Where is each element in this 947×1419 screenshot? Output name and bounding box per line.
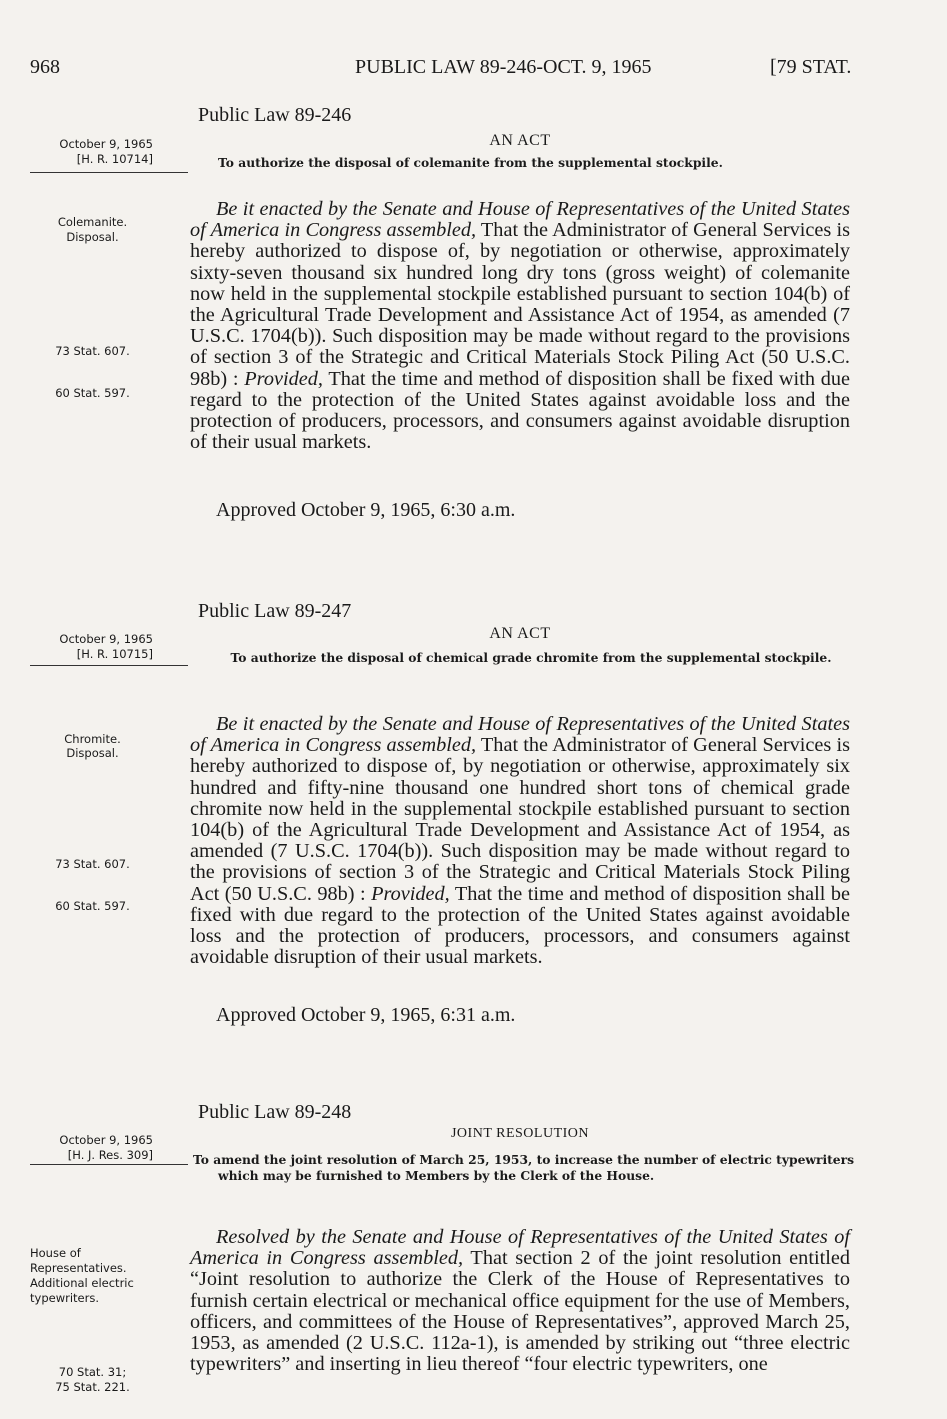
body-text: That section 2 of the joint resolution entitled “Joint resolution to authorize the Clerk of the House of Representatives to furnish certain electrical or mechanical office equipment for the use of Members, officers, and committees of the House of Representatives”, approved March 25, 1953, as amended (2 U.S.C. 112a-1), is amended by striking out “three electric typewriters” and inserting in lieu thereof “four electric typewriters, one: [190, 1247, 850, 1376]
law-label: Public Law 89-248: [198, 1101, 352, 1123]
side-note-subject: Disposal.: [66, 230, 119, 244]
running-header: [0, 56, 947, 86]
law-date: October 9, 1965: [59, 1133, 153, 1147]
bill-number: [H. R. 10715]: [76, 647, 153, 661]
law-label: Public Law 89-246: [198, 104, 352, 126]
law-date: October 9, 1965: [59, 137, 153, 151]
bill-number: [H. J. Res. 309]: [67, 1148, 153, 1162]
body-text: That the Administrator of General Services is hereby authorized to dispose of, by negotiation or otherwise, approximately six hundred and fifty-nine thousand one hundred short tons of chemical grade chromite now held in the supplemental stockpile established pursuant to section 104(b) of the Agricultural Trade Development and Assistance Act of 1954, as amended (7 U.S.C. 1704(b)). Such disposition may be made without regard to the provisions of section 3 of the Strategic and Critical Materials Stock Piling Act (50 U.S.C. 98b) :: [190, 734, 850, 905]
resolution-body: [190, 1227, 850, 1375]
page-number: 968: [30, 56, 60, 78]
act-heading: AN ACT: [489, 132, 551, 149]
law-label: Public Law 89-247: [198, 600, 352, 622]
side-note-citation: 75 Stat. 221.: [55, 1380, 130, 1394]
act-body: [190, 199, 850, 453]
side-note-subject: Additional electric typewriters.: [30, 1276, 134, 1305]
side-note-citation: 73 Stat. 607.: [55, 857, 130, 871]
volume-reference: [79 STAT.: [770, 56, 852, 78]
side-note-citation: 60 Stat. 597.: [55, 386, 130, 400]
bill-number: [H. R. 10714]: [76, 152, 153, 166]
margin-rule: [30, 172, 188, 173]
side-note-citation: 60 Stat. 597.: [55, 899, 130, 913]
body-text: That the Administrator of General Services is hereby authorized to dispose of, by negotiation or otherwise, approximately sixty-seven thousand six hundred long dry tons (gross weight) of colemanite now held in the supplemental stockpile established pursuant to section 104(b) of the Agricultural Trade Development and Assistance Act of 1954, as amended (7 U.S.C. 1704(b)). Such disposition may be made without regard to the provisions of section 3 of the Strategic and Critical Materials Stock Piling Act (50 U.S.C. 98b) :: [190, 219, 850, 390]
body-text: That the time and method of disposition shall be fixed with due regard to the protection of the United States against avoidable loss and the protection of producers, processors, and consumers against avoidable disruption of their usual markets.: [190, 882, 850, 969]
enacting-clause: Be it enacted by the Senate and House of Representatives of the United States of America in Congress assembled,: [190, 713, 850, 757]
proviso: Provided,: [371, 882, 450, 905]
proviso: Provided,: [244, 367, 323, 390]
side-note-subject: Chromite.: [64, 732, 121, 746]
act-heading: AN ACT: [489, 625, 551, 642]
approval-line: Approved October 9, 1965, 6:30 a.m.: [216, 499, 516, 521]
act-body: [190, 714, 850, 968]
side-note-citation: 73 Stat. 607.: [55, 344, 130, 358]
resolution-heading: JOINT RESOLUTION: [450, 1126, 589, 1141]
side-note-subject: Colemanite.: [57, 215, 128, 229]
act-purpose: To authorize the disposal of chemical grade chromite from the supplemental stockpile.: [230, 650, 832, 665]
body-text: That the time and method of disposition shall be fixed with due regard to the protection of the United States against avoidable loss and the protection of producers, processors, and consumers against avoidable disruption of their usual markets.: [190, 367, 850, 454]
law-date: October 9, 1965: [59, 632, 153, 646]
approval-line: Approved October 9, 1965, 6:31 a.m.: [216, 1004, 516, 1026]
enacting-clause: Be it enacted by the Senate and House of Representatives of the United States of America in Congress assembled,: [190, 198, 850, 242]
side-note-subject: House of Representatives.: [30, 1246, 127, 1275]
resolution-purpose: To amend the joint resolution of March 25, 1953, to increase the number of electric typewriters which may be furnished to Members by the Clerk of the House.: [193, 1152, 855, 1183]
resolving-clause: Resolved by the Senate and House of Representatives of the United States of America in Congress assembled,: [190, 1226, 850, 1270]
margin-rule: [30, 665, 188, 666]
margin-rule: [30, 1164, 188, 1165]
act-purpose: To authorize the disposal of colemanite from the supplemental stockpile.: [218, 155, 723, 170]
running-title: PUBLIC LAW 89-246-OCT. 9, 1965: [355, 56, 652, 78]
side-note-subject: Disposal.: [66, 746, 119, 760]
side-note-citation: 70 Stat. 31;: [58, 1365, 127, 1379]
